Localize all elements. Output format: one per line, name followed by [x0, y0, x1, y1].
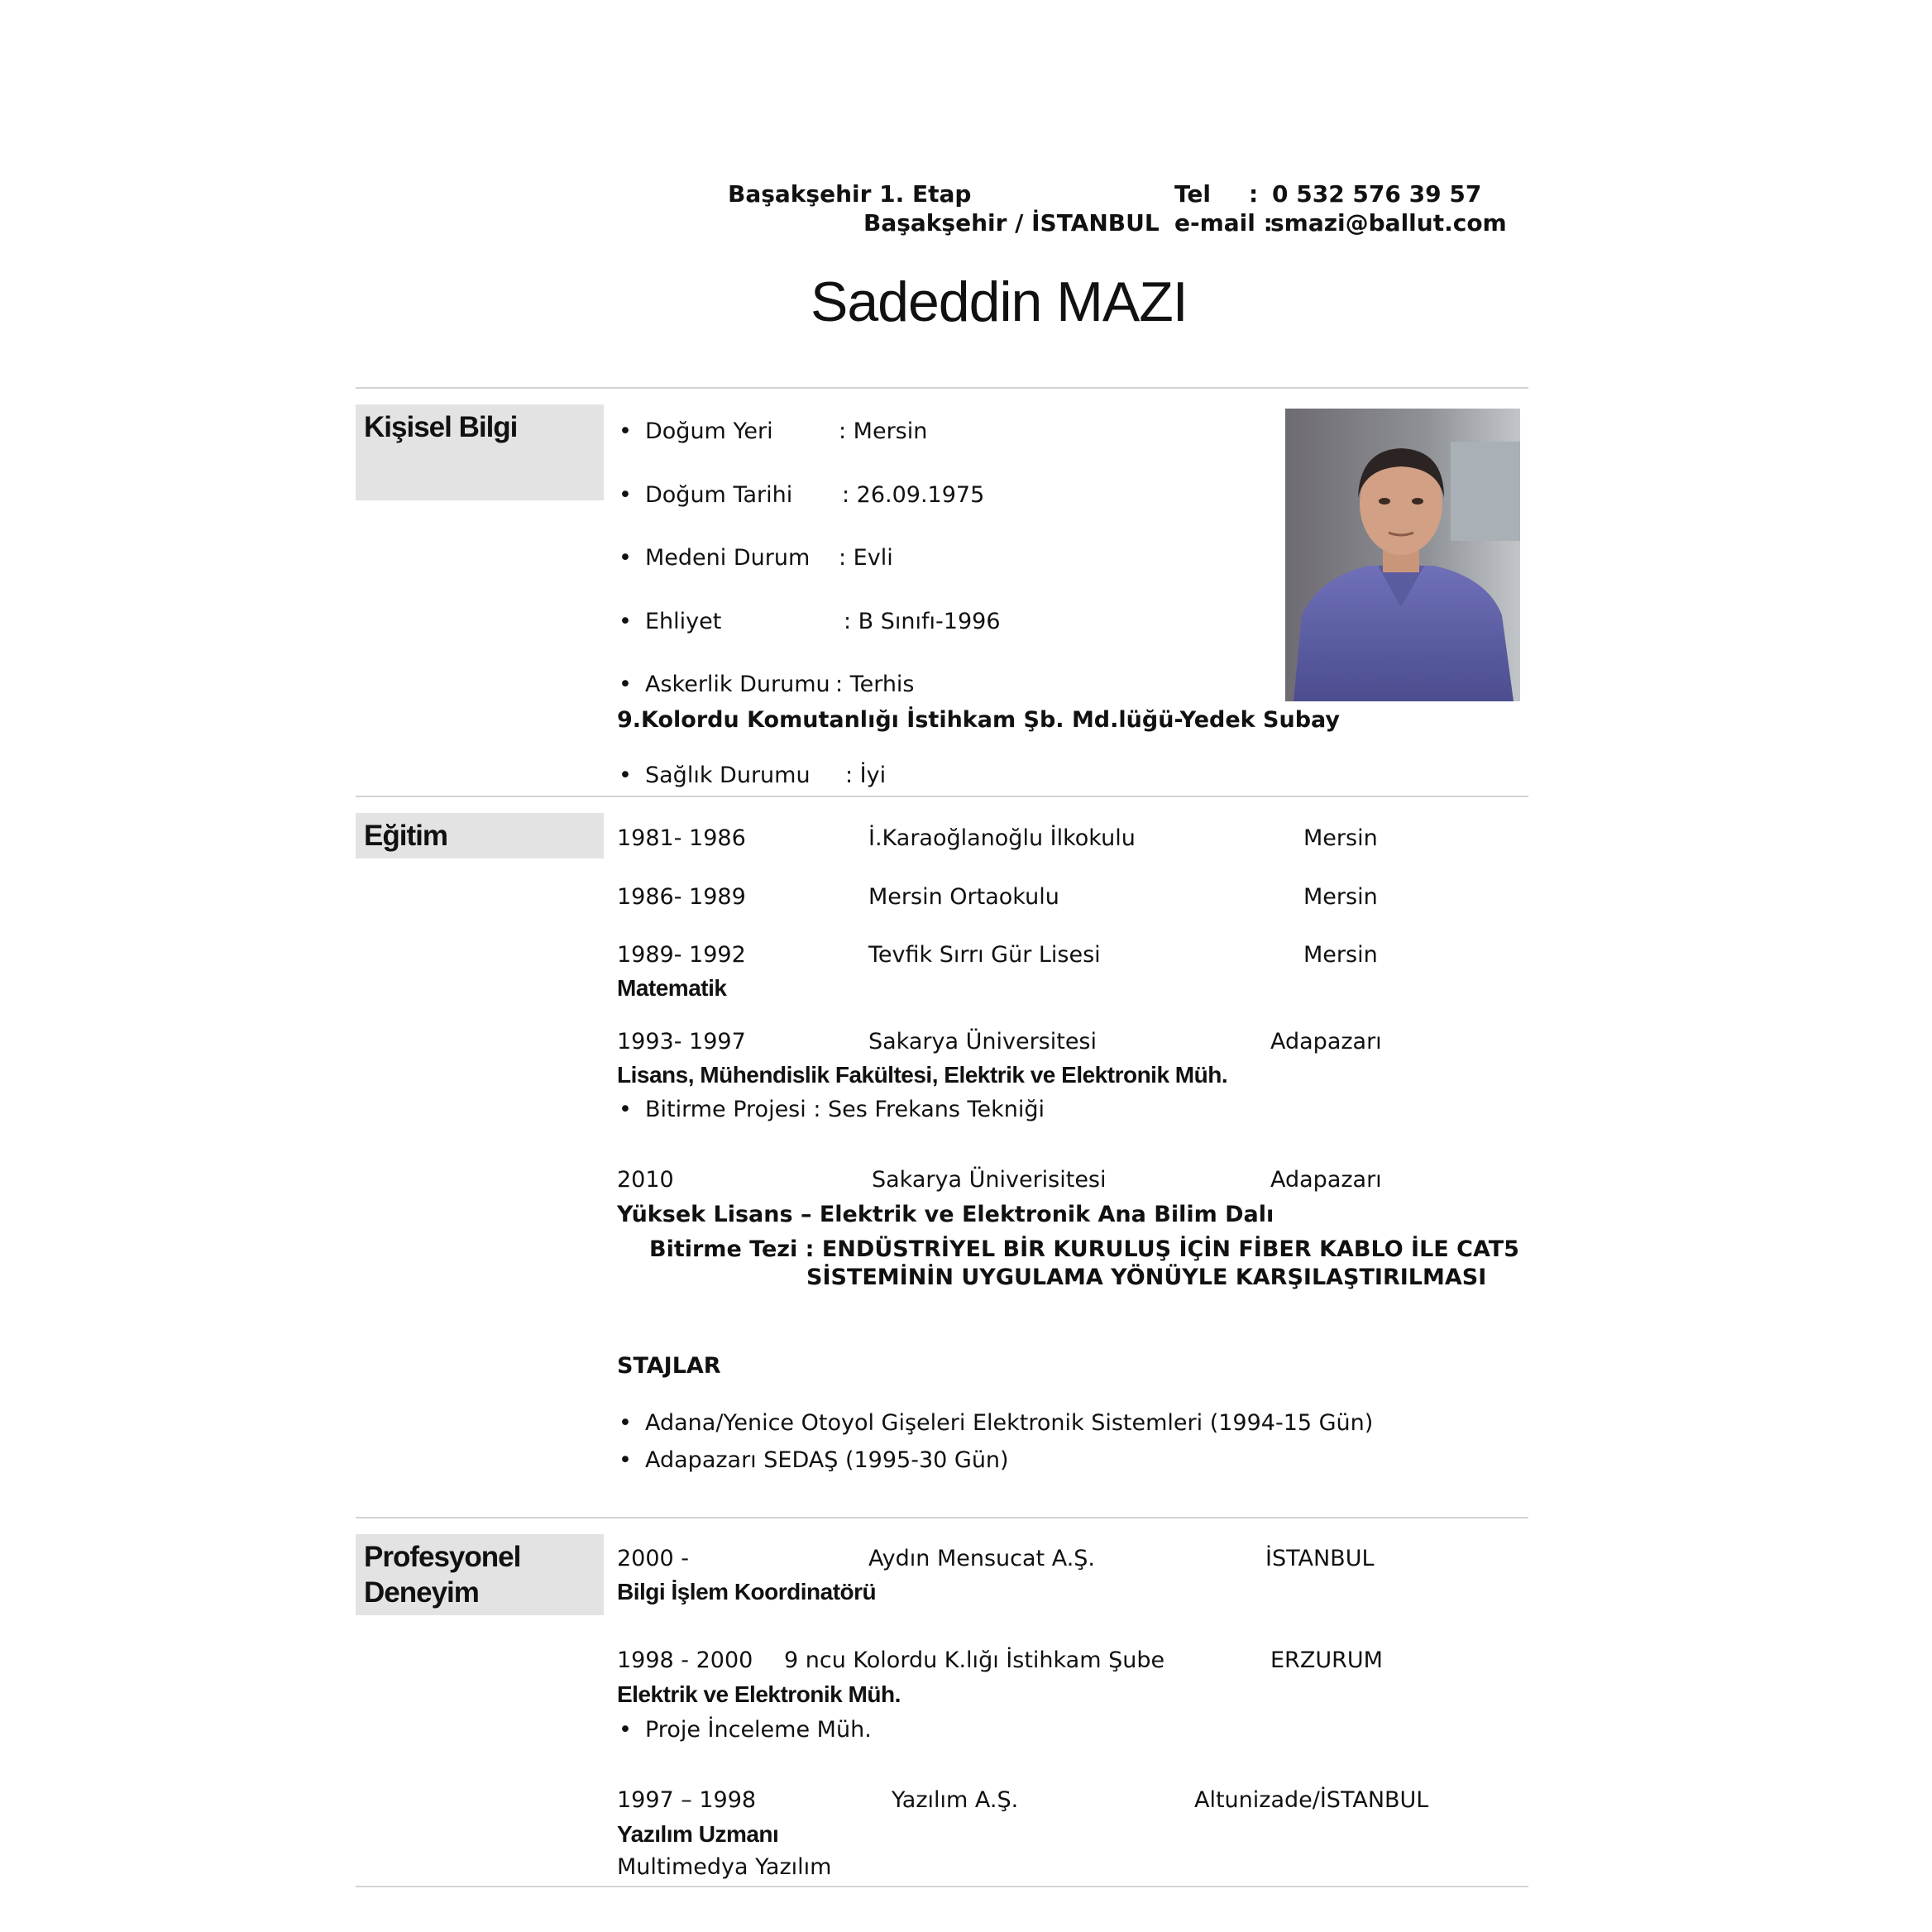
- edu-school: İ.Karaoğlanoğlu İlkokulu: [868, 825, 1136, 851]
- edu-city: Mersin: [1303, 884, 1378, 910]
- personal-item-license-value: : B Sınıfı-1996: [844, 609, 1001, 634]
- exp-city: Altunizade/İSTANBUL: [1194, 1787, 1429, 1813]
- edu-city: Adapazarı: [1270, 1167, 1382, 1193]
- email-value: smazi@ballut.com: [1270, 209, 1507, 237]
- exp-years: 1998 - 2000: [617, 1647, 753, 1673]
- person-name: Sadeddin MAZI: [811, 270, 1188, 333]
- edu-school: Tevfik Sırrı Gür Lisesi: [868, 942, 1101, 968]
- personal-item-marital-label: • Medeni Durum: [645, 545, 810, 571]
- exp-role: Elektrik ve Elektronik Müh.: [617, 1681, 901, 1707]
- internship-item: • Adapazarı SEDAŞ (1995-30 Gün): [645, 1447, 1009, 1473]
- personal-item-marital-value: : Evli: [839, 545, 893, 571]
- military-detail: 9.Kolordu Komutanlığı İstihkam Şb. Md.lüğü-Yedek Subay: [617, 707, 1341, 733]
- divider: [356, 1886, 1528, 1887]
- exp-note: Multimedya Yazılım: [617, 1854, 832, 1880]
- divider: [356, 387, 1528, 389]
- edu-city: Mersin: [1303, 942, 1378, 968]
- personal-item-birthdate-value: : 26.09.1975: [842, 482, 985, 508]
- edu-years: 1993- 1997: [617, 1029, 746, 1054]
- exp-company: Aydın Mensucat A.Ş.: [868, 1546, 1096, 1571]
- exp-role: Bilgi İşlem Koordinatörü: [617, 1579, 877, 1604]
- exp-role: Yazılım Uzmanı: [617, 1821, 779, 1847]
- section-title: Profesyonel Deneyim: [364, 1541, 521, 1609]
- internship-item: • Adana/Yenice Otoyol Gişeleri Elektronik Sistemleri (1994-15 Gün): [645, 1410, 1373, 1436]
- exp-years: 1997 – 1998: [617, 1787, 757, 1813]
- edu-city: Adapazarı: [1270, 1029, 1382, 1054]
- exp-company: 9 ncu Kolordu K.lığı İstihkam Şube: [784, 1647, 1165, 1673]
- section-header-personal: [356, 404, 604, 500]
- personal-item-license-label: • Ehliyet: [645, 609, 721, 634]
- thesis-line-2: SİSTEMİNİN UYGULAMA YÖNÜYLE KARŞILAŞTIRILMASI: [806, 1265, 1487, 1290]
- tel-label: Tel: [1174, 180, 1211, 208]
- section-header-education: [356, 813, 604, 858]
- profile-photo: [1285, 409, 1520, 701]
- personal-item-health-label: • Sağlık Durumu: [645, 763, 811, 788]
- divider: [356, 1517, 1528, 1518]
- edu-detail: Lisans, Mühendislik Fakültesi, Elektrik ve Elektronik Müh.: [617, 1062, 1228, 1088]
- edu-school: Mersin Ortaokulu: [868, 884, 1059, 910]
- edu-city: Mersin: [1303, 825, 1378, 851]
- divider: [356, 796, 1528, 797]
- section-title: Kişisel Bilgi: [364, 411, 518, 443]
- edu-bullet: • Bitirme Projesi : Ses Frekans Tekniği: [645, 1097, 1045, 1122]
- internships-title: STAJLAR: [617, 1353, 721, 1379]
- tel-separator: :: [1249, 180, 1259, 208]
- edu-years: 2010: [617, 1167, 674, 1193]
- exp-years: 2000 -: [617, 1546, 690, 1571]
- exp-city: İSTANBUL: [1265, 1546, 1375, 1571]
- personal-item-birthplace-label: • Doğum Yeri: [645, 418, 773, 444]
- edu-school: Sakarya Üniverisitesi: [872, 1167, 1107, 1193]
- personal-item-military-label: • Askerlik Durumu: [645, 672, 830, 697]
- tel-value: 0 532 576 39 57: [1272, 180, 1482, 208]
- address-line-2: Başakşehir / İSTANBUL: [863, 209, 1160, 237]
- edu-years: 1989- 1992: [617, 942, 746, 968]
- edu-detail: Yüksek Lisans – Elektrik ve Elektronik Ana Bilim Dalı: [617, 1202, 1274, 1227]
- thesis-line-1: Bitirme Tezi : ENDÜSTRİYEL BİR KURULUŞ İÇİN FİBER KABLO İLE CAT5: [649, 1236, 1519, 1262]
- address-line-1: Başakşehir 1. Etap: [728, 180, 972, 208]
- edu-school: Sakarya Üniversitesi: [868, 1029, 1097, 1054]
- section-title: Eğitim: [364, 820, 447, 852]
- edu-years: 1981- 1986: [617, 825, 746, 851]
- exp-bullet: • Proje İnceleme Müh.: [645, 1717, 872, 1743]
- personal-item-birthdate-label: • Doğum Tarihi: [645, 482, 792, 508]
- exp-company: Yazılım A.Ş.: [892, 1787, 1019, 1813]
- personal-item-military-value: : Terhis: [835, 672, 915, 697]
- edu-years: 1986- 1989: [617, 884, 746, 910]
- email-label: e-mail :: [1174, 209, 1273, 237]
- exp-city: ERZURUM: [1270, 1647, 1383, 1673]
- section-header-experience: [356, 1534, 604, 1615]
- edu-detail: Matematik: [617, 975, 727, 1001]
- personal-item-health-value: : İyi: [845, 763, 887, 788]
- personal-item-birthplace-value: : Mersin: [839, 418, 928, 444]
